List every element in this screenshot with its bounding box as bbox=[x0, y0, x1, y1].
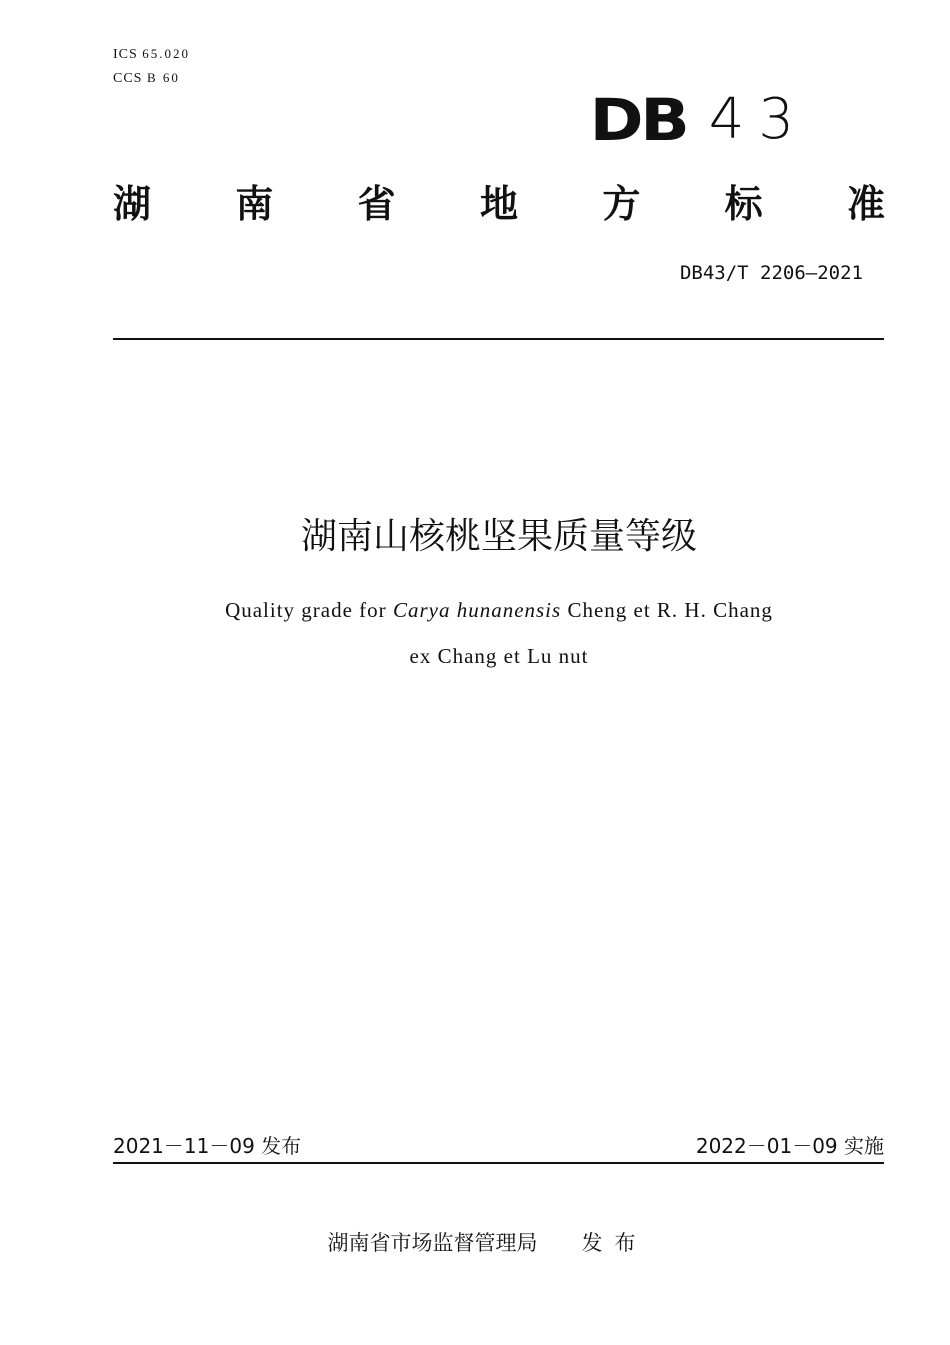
standard-type-char: 准 bbox=[846, 182, 885, 226]
standard-mark bbox=[590, 86, 808, 154]
title-en-species: Carya hunanensis bbox=[392, 598, 562, 622]
publisher bbox=[0, 1229, 950, 1257]
standard-type-char: 南 bbox=[235, 182, 274, 226]
standard-type-char: 省 bbox=[357, 182, 396, 226]
title-english-line-2: ex Chang et Lu nut bbox=[409, 644, 589, 668]
title-en-suffix: Cheng et R. H. Chang bbox=[561, 598, 773, 622]
region-code: 43 bbox=[708, 87, 808, 152]
standard-type-char: 地 bbox=[479, 182, 518, 226]
issue-date: 2021－11－09 发布 bbox=[113, 1134, 302, 1158]
standard-type-char: 方 bbox=[602, 182, 641, 226]
ccs-label: CCS bbox=[113, 71, 143, 86]
standard-type-heading bbox=[113, 180, 885, 228]
ics-label: ICS bbox=[113, 47, 138, 62]
publisher-org: 湖南省市场监督管理局 bbox=[327, 1231, 538, 1255]
standard-type-char: 标 bbox=[724, 182, 763, 226]
ics-value: 65.020 bbox=[142, 46, 191, 61]
publisher-action: 发布 bbox=[581, 1231, 648, 1255]
title-english-line-1 bbox=[0, 598, 950, 623]
title-chinese: 湖南山核桃坚果质量等级 bbox=[300, 516, 697, 557]
bottom-divider bbox=[113, 1162, 884, 1164]
ccs-value: B 60 bbox=[146, 70, 180, 85]
top-divider bbox=[113, 338, 884, 340]
implementation-date: 2022－01－09 实施 bbox=[695, 1134, 884, 1158]
standard-number: DB43/T 2206—2021 bbox=[679, 262, 863, 284]
ics-code bbox=[113, 46, 190, 63]
db-logo: DB bbox=[590, 86, 687, 154]
title-en-prefix: Quality grade for bbox=[225, 598, 393, 622]
standard-type-char: 湖 bbox=[113, 182, 152, 226]
ccs-code bbox=[113, 70, 180, 87]
